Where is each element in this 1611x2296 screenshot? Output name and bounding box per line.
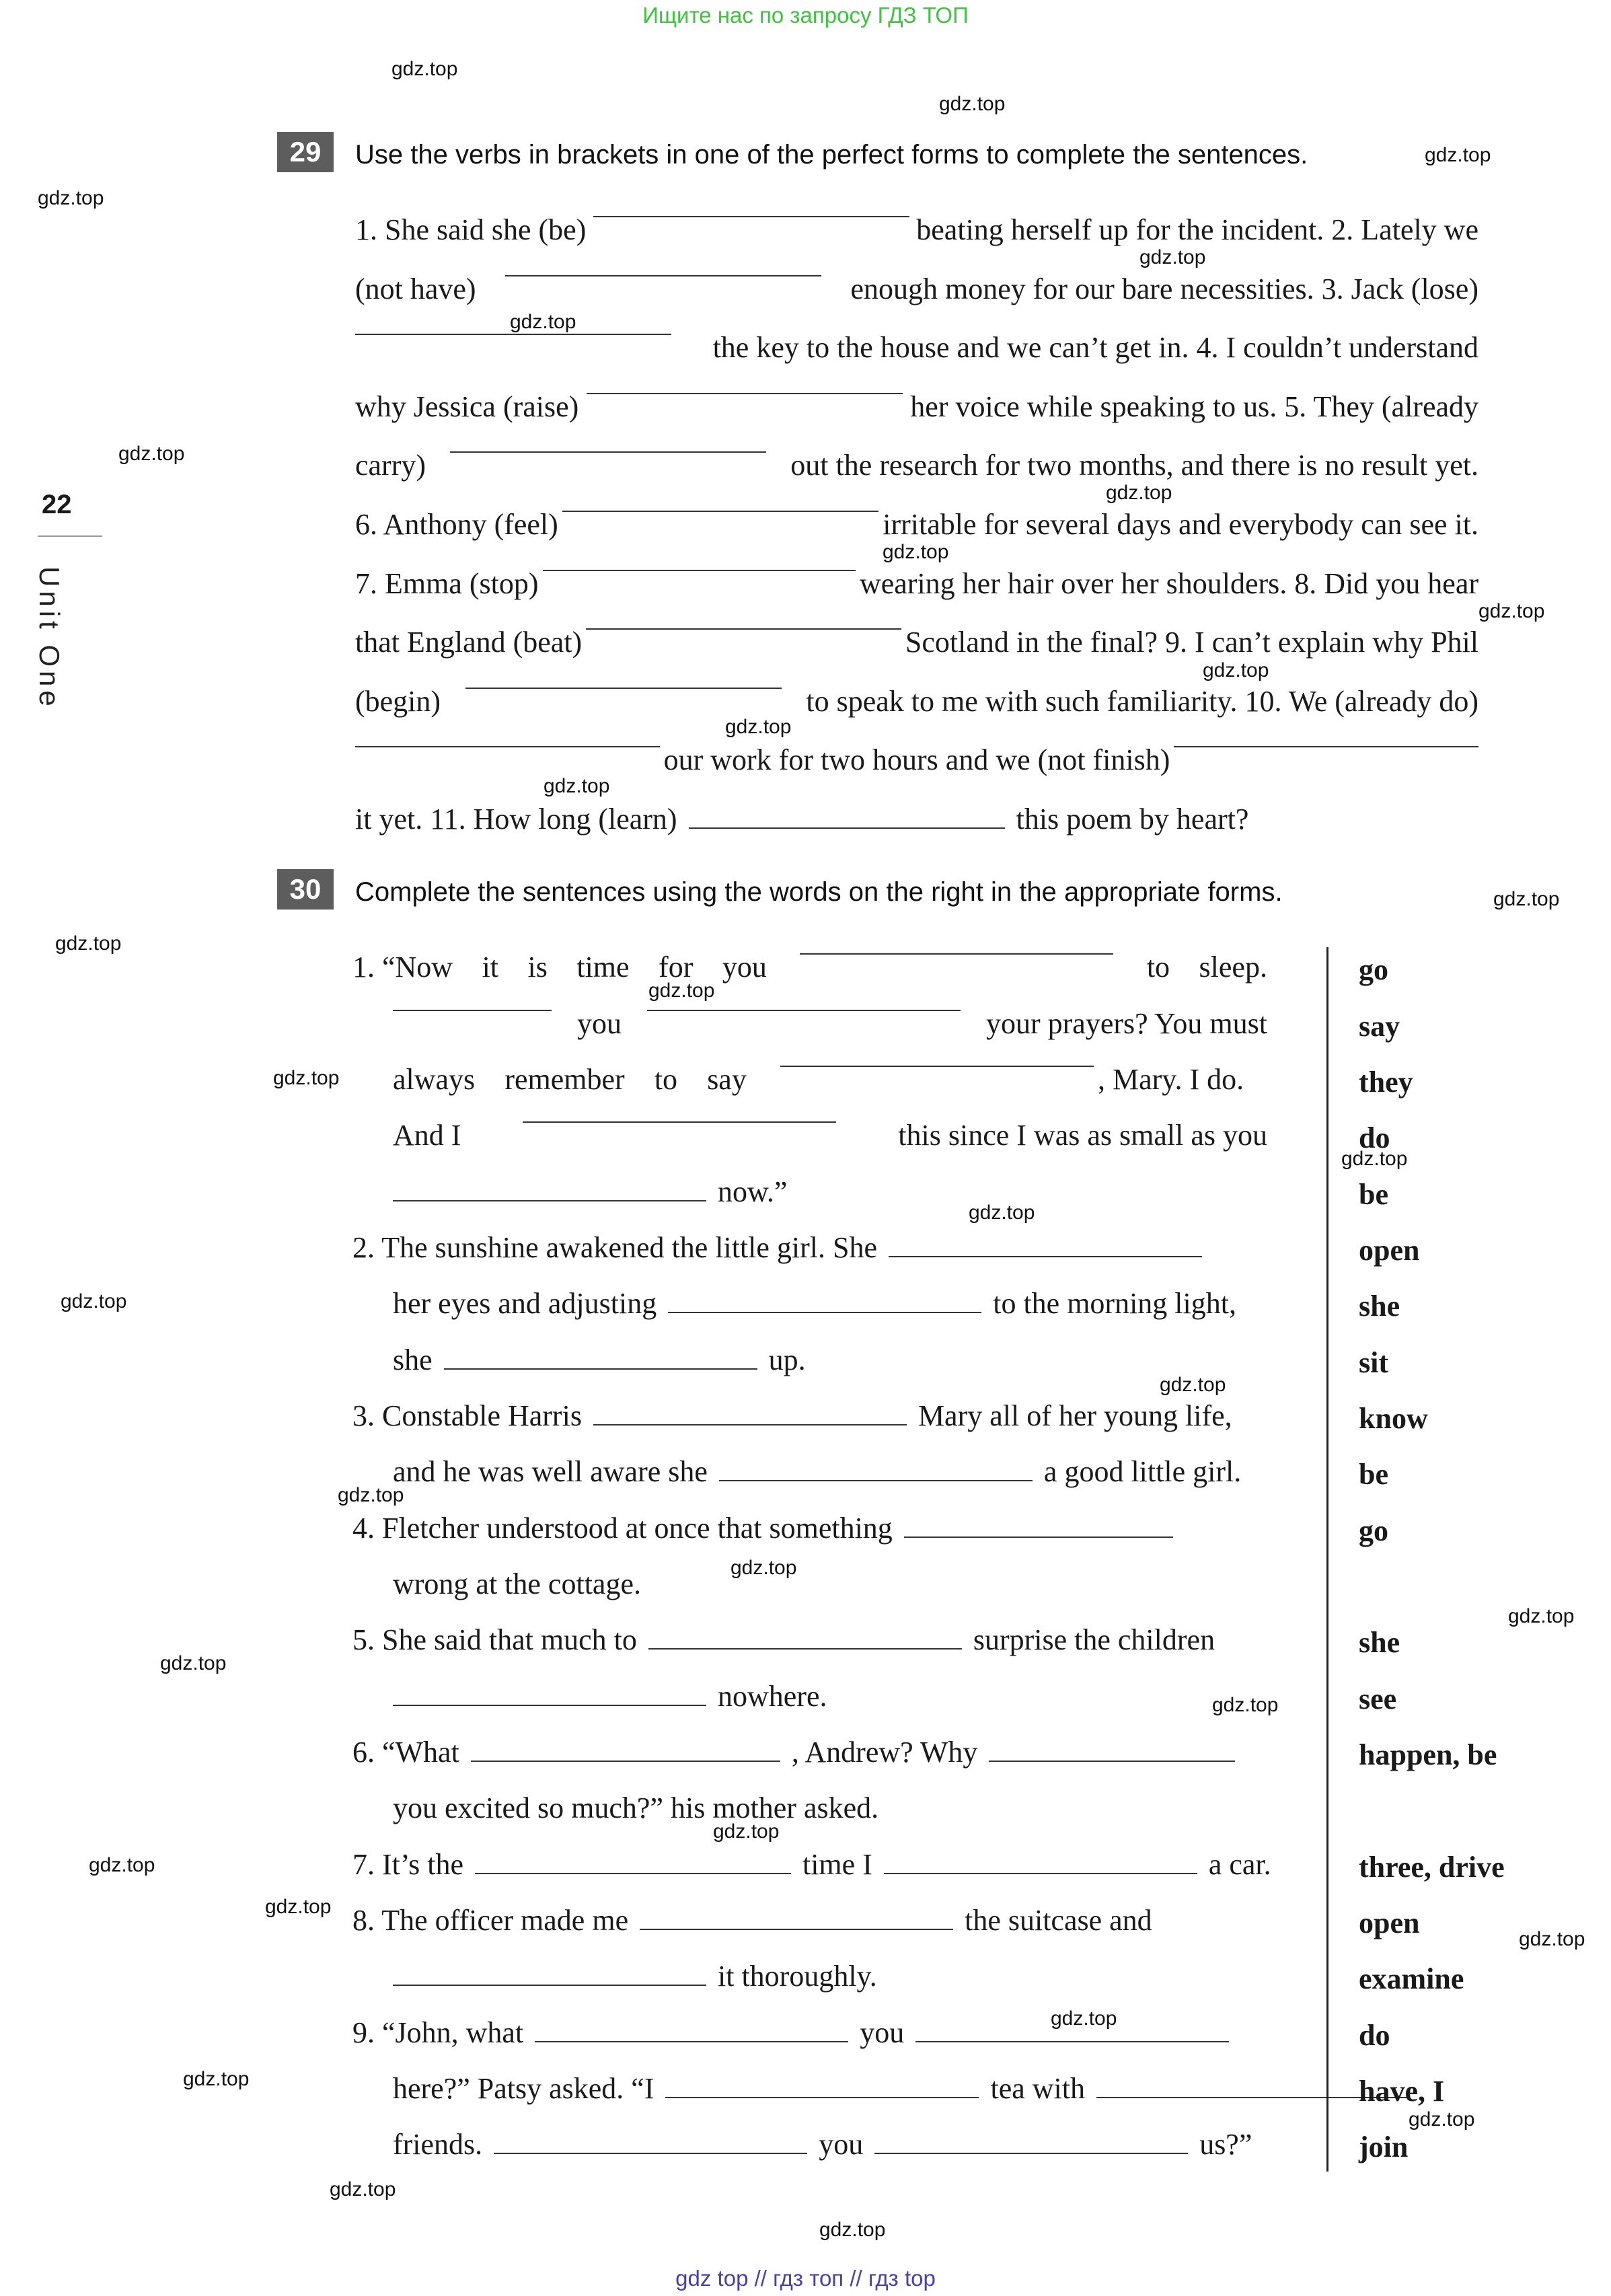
- ex29-line-8: that England (beat) Scotland in the final? 9. I can’t explain why Phil: [355, 626, 1478, 659]
- ex30-line-18: 8. The officer made me the suitcase and: [352, 1904, 1152, 1937]
- word-item: they: [1359, 1066, 1413, 1099]
- answer-blank[interactable]: [689, 827, 1005, 829]
- answer-blank[interactable]: [884, 1872, 1197, 1874]
- watermark: gdz.top: [330, 2178, 396, 2200]
- answer-blank[interactable]: [593, 1423, 907, 1425]
- answer-blank[interactable]: [465, 687, 782, 689]
- watermark: gdz.top: [544, 775, 610, 797]
- ex29-line-1: 1. She said she (be) beating herself up for the incident. 2. Lately we: [355, 213, 1478, 246]
- answer-blank[interactable]: [593, 215, 909, 217]
- ex30-line-6: 2. The sunshine awakened the little girl. She: [352, 1233, 1206, 1263]
- ex29-line-7: 7. Emma (stop) wearing her hair over her shoulders. 8. Did you hear: [355, 567, 1478, 600]
- answer-blank[interactable]: [665, 2096, 979, 2098]
- ex30-line-3-end: , Mary. I do.: [1098, 1063, 1244, 1096]
- watermark: gdz.top: [510, 311, 576, 333]
- ex30-line-1: 1. “Now it is time for you to sleep.: [352, 951, 1267, 984]
- ex30-line-15: 6. “What , Andrew? Why: [352, 1738, 1239, 1767]
- ex30-line-5: now.”: [393, 1177, 787, 1207]
- watermark: gdz.top: [648, 979, 715, 1002]
- watermark: gdz.top: [160, 1652, 227, 1674]
- ex29-line-10: our work for two hours and we (not finish): [355, 745, 1478, 775]
- answer-blank[interactable]: [393, 1704, 706, 1706]
- answer-blank[interactable]: [640, 1928, 953, 1930]
- word-item: know: [1359, 1402, 1428, 1435]
- answer-blank[interactable]: [393, 1009, 552, 1011]
- watermark: gdz.top: [1203, 659, 1269, 681]
- watermark: gdz.top: [55, 932, 122, 955]
- answer-blank[interactable]: [904, 1536, 1173, 1538]
- answer-blank[interactable]: [648, 1647, 962, 1650]
- watermark: gdz.top: [819, 2219, 886, 2241]
- answer-blank[interactable]: [874, 2152, 1188, 2154]
- watermark: gdz.top: [725, 716, 792, 738]
- exercise-29-number: 29: [277, 132, 334, 172]
- word-item: sit: [1359, 1346, 1388, 1379]
- word-item: happen, be: [1359, 1738, 1497, 1771]
- answer-blank[interactable]: [989, 1760, 1235, 1762]
- answer-blank[interactable]: [543, 569, 856, 571]
- word-item: three, drive: [1359, 1851, 1505, 1884]
- watermark: gdz.top: [1160, 1374, 1226, 1396]
- word-item: be: [1359, 1178, 1388, 1211]
- watermark: gdz.top: [338, 1484, 404, 1506]
- answer-blank[interactable]: [647, 1009, 961, 1011]
- ex30-line-4: And I this since I was as small as you: [393, 1119, 1267, 1152]
- answer-blank[interactable]: [1174, 745, 1478, 747]
- watermark: gdz.top: [1508, 1605, 1575, 1627]
- unit-label: [28, 566, 69, 768]
- answer-blank[interactable]: [355, 745, 660, 747]
- answer-blank[interactable]: [535, 2040, 848, 2042]
- ex30-line-8: she up.: [393, 1343, 806, 1376]
- watermark: gdz.top: [1341, 1148, 1408, 1170]
- word-item: open: [1359, 1234, 1420, 1267]
- watermark: gdz.top: [38, 187, 104, 209]
- page-number: 22: [42, 490, 72, 519]
- watermark: gdz.top: [713, 1820, 780, 1843]
- word-item: she: [1359, 1290, 1400, 1323]
- unit-label-text: Unit One: [34, 566, 65, 710]
- watermark: gdz.top: [273, 1067, 340, 1089]
- watermark: gdz.top: [61, 1290, 127, 1312]
- word-item: have, I: [1359, 2075, 1445, 2108]
- ex30-line-9: 3. Constable Harris Mary all of her young life,: [352, 1399, 1232, 1432]
- top-banner[interactable]: Ищите нас по запросу ГДЗ ТОП: [642, 3, 969, 28]
- watermark: gdz.top: [1409, 2108, 1475, 2131]
- word-item: be: [1359, 1458, 1388, 1491]
- word-item: join: [1359, 2131, 1409, 2163]
- ex30-line-20: 9. “John, what you: [352, 2018, 1233, 2048]
- watermark: gdz.top: [939, 93, 1006, 115]
- watermark: gdz.top: [883, 541, 949, 563]
- ex29-line-4: why Jessica (raise) her voice while speaking to us. 5. They (already: [355, 390, 1478, 423]
- ex30-line-11: 4. Fletcher understood at once that something: [352, 1514, 1177, 1543]
- page-number-rule: [38, 535, 102, 537]
- word-item: go: [1359, 953, 1388, 986]
- watermark: gdz.top: [969, 1201, 1035, 1224]
- answer-blank[interactable]: [355, 333, 671, 335]
- ex29-line-6: 6. Anthony (feel) irritable for several days and everybody can see it.: [355, 508, 1478, 541]
- ex30-line-22: friends. you us?”: [393, 2128, 1252, 2161]
- ex29-line-2: (not have) enough money for our bare necessities. 3. Jack (lose): [355, 272, 1478, 305]
- answer-blank[interactable]: [800, 953, 1113, 955]
- ex30-line-2: you your prayers? You must: [393, 1009, 1267, 1039]
- watermark: gdz.top: [1106, 482, 1172, 504]
- watermark: gdz.top: [1519, 1928, 1585, 1950]
- ex30-line-7: her eyes and adjusting to the morning light,: [393, 1287, 1236, 1320]
- ex29-line-3: the key to the house and we can’t get in. 4. I couldn’t understand: [355, 333, 1478, 363]
- watermark: gdz.top: [1478, 600, 1545, 622]
- word-item: go: [1359, 1514, 1388, 1547]
- word-item: examine: [1359, 1962, 1464, 1995]
- answer-blank[interactable]: [915, 2040, 1229, 2042]
- ex30-line-12: wrong at the cottage.: [393, 1567, 641, 1600]
- ex30-line-3: always remember to say: [393, 1065, 1098, 1095]
- answer-blank[interactable]: [494, 2152, 807, 2154]
- ex29-line-5: carry) out the research for two months, and there is no result yet.: [355, 449, 1478, 482]
- ex30-line-19: it thoroughly.: [393, 1962, 877, 1991]
- ex29-line-9: (begin) to speak to me with such familiarity. 10. We (already do): [355, 685, 1478, 718]
- watermark: gdz.top: [183, 2068, 250, 2090]
- answer-blank[interactable]: [475, 1872, 791, 1874]
- watermark: gdz.top: [1212, 1694, 1279, 1716]
- ex30-line-17: 7. It’s the time I a car.: [352, 1848, 1271, 1881]
- answer-blank[interactable]: [780, 1065, 1094, 1067]
- bottom-banner[interactable]: gdz top // гдз топ // гдз top: [675, 2266, 936, 2291]
- answer-blank[interactable]: [523, 1121, 836, 1123]
- answer-blank[interactable]: [505, 274, 821, 276]
- watermark: gdz.top: [1051, 2007, 1117, 2030]
- answer-blank[interactable]: [562, 510, 878, 512]
- word-item: see: [1359, 1682, 1397, 1715]
- word-column-divider: [1326, 947, 1328, 2172]
- watermark: gdz.top: [1139, 246, 1206, 268]
- answer-blank[interactable]: [586, 628, 901, 630]
- exercise-29-instruction: Use the verbs in brackets in one of the perfect forms to complete the sentences.: [355, 140, 1308, 170]
- answer-blank[interactable]: [444, 1368, 757, 1370]
- ex30-line-13: 5. She said that much to surprise the children: [352, 1623, 1215, 1656]
- ex29-line-11: it yet. 11. How long (learn) this poem by heart?: [355, 803, 1249, 836]
- answer-blank[interactable]: [471, 1760, 780, 1762]
- ex30-line-16: you excited so much?” his mother asked.: [393, 1791, 879, 1824]
- word-item: say: [1359, 1010, 1400, 1043]
- word-item: do: [1359, 1121, 1390, 1154]
- answer-blank[interactable]: [393, 1984, 706, 1986]
- word-item: do: [1359, 2019, 1390, 2052]
- watermark: gdz.top: [89, 1854, 155, 1876]
- watermark: gdz.top: [391, 58, 458, 80]
- answer-blank[interactable]: [450, 451, 766, 453]
- word-item: open: [1359, 1906, 1420, 1939]
- exercise-30-number: 30: [277, 869, 334, 910]
- answer-blank[interactable]: [889, 1255, 1202, 1257]
- watermark: gdz.top: [1425, 144, 1491, 166]
- ex30-line-14: nowhere.: [393, 1682, 827, 1711]
- watermark: gdz.top: [1493, 888, 1560, 910]
- answer-blank[interactable]: [587, 392, 903, 394]
- ex30-line-21: here?” Patsy asked. “I tea with: [393, 2074, 1414, 2104]
- ex30-line-10: and he was well aware she a good little girl.: [393, 1455, 1242, 1488]
- watermark: gdz.top: [118, 443, 185, 465]
- word-item: she: [1359, 1626, 1400, 1659]
- watermark: gdz.top: [730, 1557, 797, 1579]
- answer-blank[interactable]: [393, 1199, 706, 1201]
- watermark: gdz.top: [265, 1896, 332, 1918]
- answer-blank[interactable]: [668, 1311, 981, 1313]
- exercise-30-instruction: Complete the sentences using the words on the right in the appropriate forms.: [355, 877, 1283, 907]
- answer-blank[interactable]: [719, 1479, 1033, 1481]
